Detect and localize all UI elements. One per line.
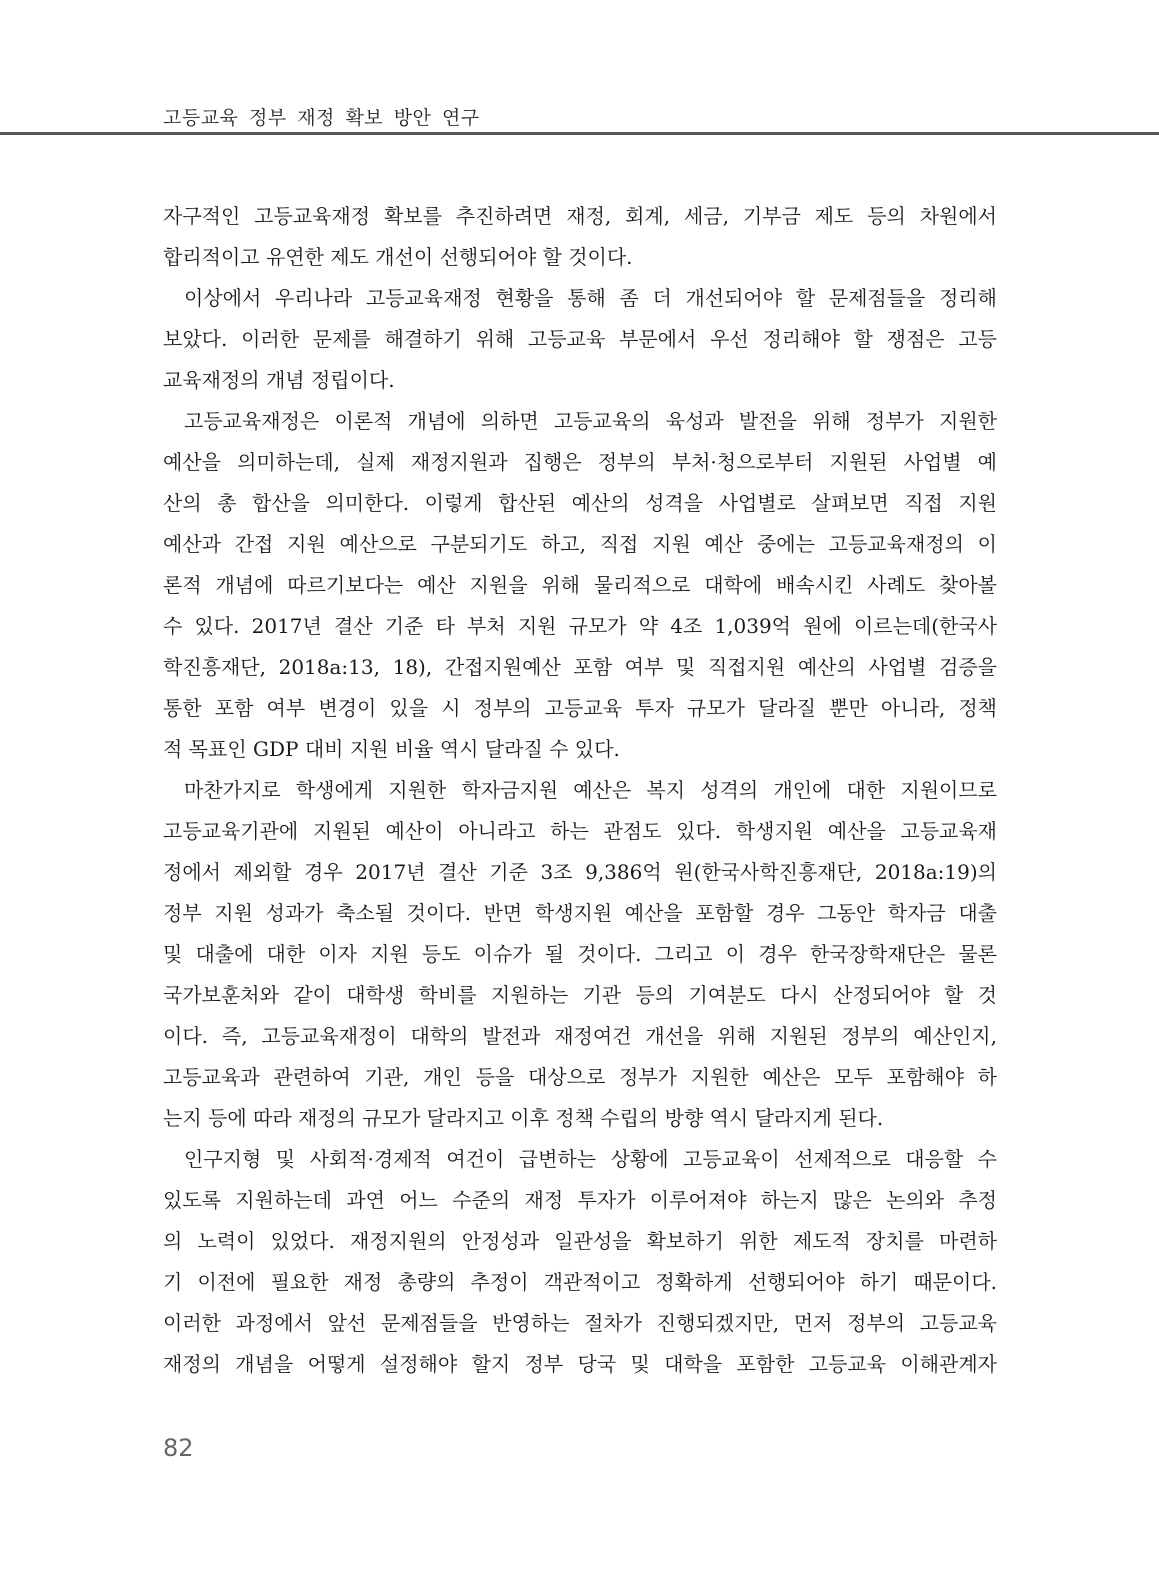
body-text — [163, 196, 997, 1385]
text-line: 합리적이고 유연한 제도 개선이 선행되어야 할 것이다. — [163, 245, 633, 269]
running-head-title: 고등교육 정부 재정 확보 방안 연구 — [163, 107, 480, 129]
text-line: 통한 포함 여부 변경이 있을 시 정부의 고등교육 투자 규모가 달라질 뿐만 아니라, 정책 — [163, 696, 997, 720]
text-line: 정부 지원 성과가 축소될 것이다. 반면 학생지원 예산을 포함할 경우 그동안 학자금 대출 — [163, 901, 997, 925]
page-number: 82 — [163, 1434, 194, 1462]
text-line: 적 목표인 GDP 대비 지원 비율 역시 달라질 수 있다. — [163, 737, 620, 761]
text-line: 론적 개념에 따르기보다는 예산 지원을 위해 물리적으로 대학에 배속시킨 사례도 찾아볼 — [163, 573, 997, 597]
text-line: 고등교육과 관련하여 기관, 개인 등을 대상으로 정부가 지원한 예산은 모두 포함해야 하 — [163, 1065, 997, 1089]
text-line: 이러한 과정에서 앞선 문제점들을 반영하는 절차가 진행되겠지만, 먼저 정부의 고등교육 — [163, 1311, 997, 1335]
text-line: 있도록 지원하는데 과연 어느 수준의 재정 투자가 이루어져야 하는지 많은 논의와 추정 — [163, 1188, 997, 1212]
page-header — [0, 0, 1159, 134]
text-line: 재정의 개념을 어떻게 설정해야 할지 정부 당국 및 대학을 포함한 고등교육 이해관계자 — [163, 1352, 997, 1376]
text-line: 의 노력이 있었다. 재정지원의 안정성과 일관성을 확보하기 위한 제도적 장치를 마련하 — [163, 1229, 997, 1253]
text-line: 인구지형 및 사회적·경제적 여건이 급변하는 상황에 고등교육이 선제적으로 대응할 수 — [184, 1147, 997, 1171]
text-line: 정에서 제외할 경우 2017년 결산 기준 3조 9,386억 원(한국사학진흥재단, 2018a:19)의 — [163, 860, 997, 884]
text-line: 수 있다. 2017년 결산 기준 타 부처 지원 규모가 약 4조 1,039억 원에 이르는데(한국사 — [163, 614, 997, 638]
text-line: 교육재정의 개념 정립이다. — [163, 368, 395, 392]
text-line: 예산과 간접 지원 예산으로 구분되기도 하고, 직접 지원 예산 중에는 고등교육재정의 이 — [163, 532, 997, 556]
text-line: 기 이전에 필요한 재정 총량의 추정이 객관적이고 정확하게 선행되어야 하기 때문이다. — [163, 1270, 997, 1294]
text-line: 산의 총 합산을 의미한다. 이렇게 합산된 예산의 성격을 사업별로 살펴보면 직접 지원 — [163, 491, 997, 515]
header-rule — [0, 132, 1159, 135]
text-line: 예산을 의미하는데, 실제 재정지원과 집행은 정부의 부처·청으로부터 지원된 사업별 예 — [163, 450, 997, 474]
text-line: 이다. 즉, 고등교육재정이 대학의 발전과 재정여건 개선을 위해 지원된 정부의 예산인지, — [163, 1024, 997, 1048]
text-line: 마찬가지로 학생에게 지원한 학자금지원 예산은 복지 성격의 개인에 대한 지원이므로 — [184, 778, 997, 802]
text-line: 보았다. 이러한 문제를 해결하기 위해 고등교육 부문에서 우선 정리해야 할 쟁점은 고등 — [163, 327, 997, 351]
text-line: 이상에서 우리나라 고등교육재정 현황을 통해 좀 더 개선되어야 할 문제점들을 정리해 — [184, 286, 997, 310]
text-line: 국가보훈처와 같이 대학생 학비를 지원하는 기관 등의 기여분도 다시 산정되어야 할 것 — [163, 983, 997, 1007]
text-line: 및 대출에 대한 이자 지원 등도 이슈가 될 것이다. 그리고 이 경우 한국장학재단은 물론 — [163, 942, 997, 966]
text-line: 학진흥재단, 2018a:13, 18), 간접지원예산 포함 여부 및 직접지원 예산의 사업별 검증을 — [163, 655, 997, 679]
text-line: 고등교육기관에 지원된 예산이 아니라고 하는 관점도 있다. 학생지원 예산을 고등교육재 — [163, 819, 997, 843]
text-line: 고등교육재정은 이론적 개념에 의하면 고등교육의 육성과 발전을 위해 정부가 지원한 — [184, 409, 997, 433]
text-line: 자구적인 고등교육재정 확보를 추진하려면 재정, 회계, 세금, 기부금 제도 등의 차원에서 — [163, 204, 997, 228]
text-line: 는지 등에 따라 재정의 규모가 달라지고 이후 정책 수립의 방향 역시 달라지게 된다. — [163, 1106, 884, 1130]
